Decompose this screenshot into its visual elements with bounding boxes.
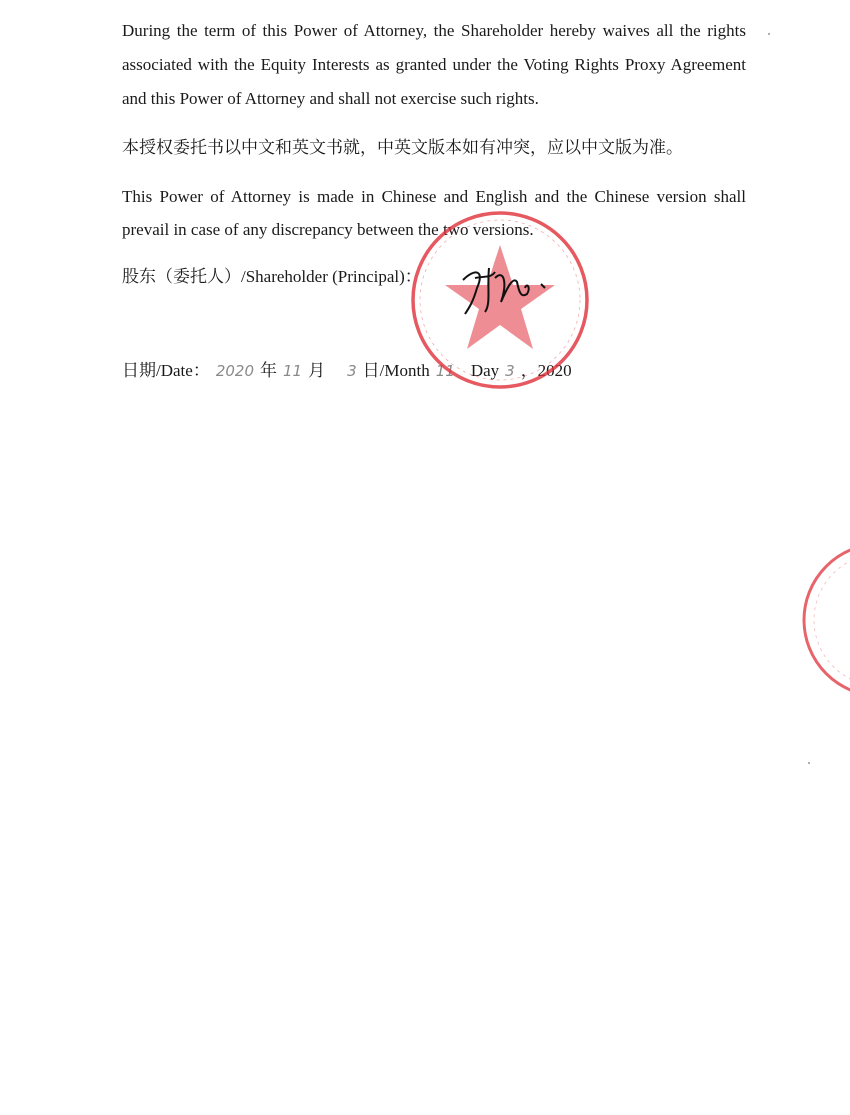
month-unit: 月	[308, 361, 326, 380]
day-label: Day	[470, 361, 500, 380]
signature-mark	[455, 258, 555, 318]
year-suffix: ，2020	[520, 361, 572, 380]
waiver-paragraph: During the term of this Power of Attorney, the Shareholder hereby waives all the rights associated with the Equity Interests as granted under the Voting Rights Proxy Agreement and this Power of Attorney and shall not exercise such rights.	[122, 21, 746, 108]
scan-speck	[768, 33, 770, 35]
date-label: 日期/Date：	[122, 361, 210, 380]
handwritten-year: 2020	[215, 362, 255, 380]
day-unit: 日/Month	[362, 361, 430, 380]
date-line	[122, 356, 572, 381]
handwritten-month: 11	[283, 362, 303, 380]
language-clause-chinese: 本授权委托书以中文和英文书就，中英文版本如有冲突，应以中文版为准。	[122, 138, 683, 157]
language-clause-english: This Power of Attorney is made in Chinese and English and the Chinese version shall prevail in case of any discrepancy between the two versions.	[122, 187, 746, 239]
scan-speck	[808, 762, 810, 764]
handwritten-month-en: 11	[435, 362, 455, 380]
partial-seal-stamp-edge	[800, 540, 850, 700]
handwritten-day-en: 3	[505, 362, 515, 380]
year-unit: 年	[260, 361, 278, 380]
handwritten-day: 3	[347, 362, 357, 380]
shareholder-label: 股东（委托人）/Shareholder (Principal)：	[122, 267, 422, 286]
shareholder-signature-line	[122, 262, 422, 287]
